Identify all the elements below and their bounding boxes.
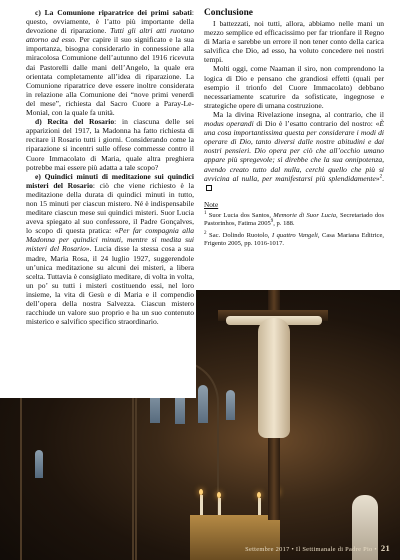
altar (190, 515, 280, 560)
page-footer (245, 543, 390, 553)
section-e-label: e) Quindici minuti di meditazione sui quindici misteri del Rosario (26, 171, 194, 190)
section-d: d) Recita del Rosario: in ciascuna delle sei apparizioni del 1917, la Madonna ha fatto richiesta di recitare il Rosario tutti i giorni. Considerando come la riparazione si incentri sulle offese commesse contro il Cuore Immacolato di Maria, quale altra preghiera potrebbe mai essere più adatta a tale scopo? (26, 117, 195, 172)
right-column (196, 0, 400, 290)
conclusion-heading: Conclusione (204, 8, 253, 18)
footer-text: Settembre 2017 • Il Settimanale di Padre Pio • (245, 546, 377, 553)
conclusion-paragraph-1: I battezzati, noi tutti, allora, abbiamo nelle mani un mezzo semplice ed efficacissimo per far trionfare il Regno di Maria e sarebbe un errore il non tener conto della carica salvifica che Dio, ad esso, ha voluto concedere nei nostri tempi. (204, 19, 384, 65)
left-column (0, 0, 196, 398)
section-d-label: d) Recita del Rosario (35, 117, 115, 127)
conclusion-paragraph-2: Molti oggi, come Naaman il siro, non comprendono la logica di Dio e pensano che grandiosi effetti (quali per esempio il trionfo del Cuore Immacolato) debbano necessariamente scaturire da sofisticate, ingegnose e strategiche opere di umana costruzione. (204, 64, 384, 110)
page-number: 21 (380, 543, 390, 553)
footnote-2: $^2$ Sac. Dolindo Ruotolo, I quattro Vangeli, Casa Mariana Editrice, Frigento 2005, pp. 1016-1017. (204, 230, 384, 248)
section-c: c) La Comunione riparatrice dei primi sabati: questo, ovviamente, è l’atto più importante della devozione di riparazione. Tutti gli altri atti ruotano attorno ad esso. Per capire il suo significato e la sua importanza, bisogna considerarlo in connessione alla miracolosa Comunione dell’autunno del 1916 ricevuta dai Pastorelli dalle mani dell’Angelo, la quale era orientata completamente all’idea di riparazione. La Comunione riparatrice deve essere inoltre considerata in relazione alla Comunione dei “nove primi venerdì del mese”, richiesta dal Sacro Cuore a Paray-Le-Monial, con la quale fa unità. (26, 8, 194, 118)
footnote-1: $^1$ Suor Lucia dos Santos, Memorie di Suor Lucia, Secretariado dos Pastorinhos, Fatima 2005$^9$, p. 188. (204, 210, 385, 227)
conclusion-paragraph-3: Ma la divina Rivelazione insegna, al contrario, che il modus operandi di Dio è l’esatto contrario del nostro: «È una cosa importantissima questa per considerare i modi di operare di Dio, tanto diversi dalle nostre abitudini e dai nostri pensieri. Dio opera per ciò che all’occhio umano appare più spregevole; sì direbbe che la sua onnipotenza, avendo creato tutto dal nulla, cerchi quello che più si avvicina al nulla, per manifestarsi più splendidamente»$^2$. (204, 110, 384, 192)
footnotes (204, 200, 384, 248)
section-e: e) Quindici minuti di meditazione sui quindici misteri del Rosario: ciò che viene richiesto è la meditazione della durata di quindici minuti in tutto, non 15 minuti per ciascun mistero. Né è indispensabile meditare ciascun mese sui quindici misteri. Suor Lucia aveva spiegato al suo confessore, il Padre Gonçalves, lo scopo di questa pratica: «Per far compagnia alla Madonna per quindici minuti, mentre si medita sui misteri del Rosario». Lucia disse la stessa cosa a sua madre, Maria Rosa, il 24 luglio 1927, suggerendole un’unica meditazione su alcuni dei misteri, a libera scelta. Tuttavia è consigliato meditare, di volta in volta, un po’ su tutti i misteri costituendo essi, nel loro insieme, la vita di Gesù e di Maria e il compendio dell’opera della nostra Salvezza. Ciascun mistero racchiude un valore suo proprio e ha un suo contenuto misterico e salvifico specifico straordinario. (26, 171, 195, 327)
end-of-article-icon (206, 185, 212, 191)
section-c-label: c) La Comunione riparatrice dei primi sabati (35, 8, 192, 17)
notes-heading: Note (204, 199, 219, 209)
